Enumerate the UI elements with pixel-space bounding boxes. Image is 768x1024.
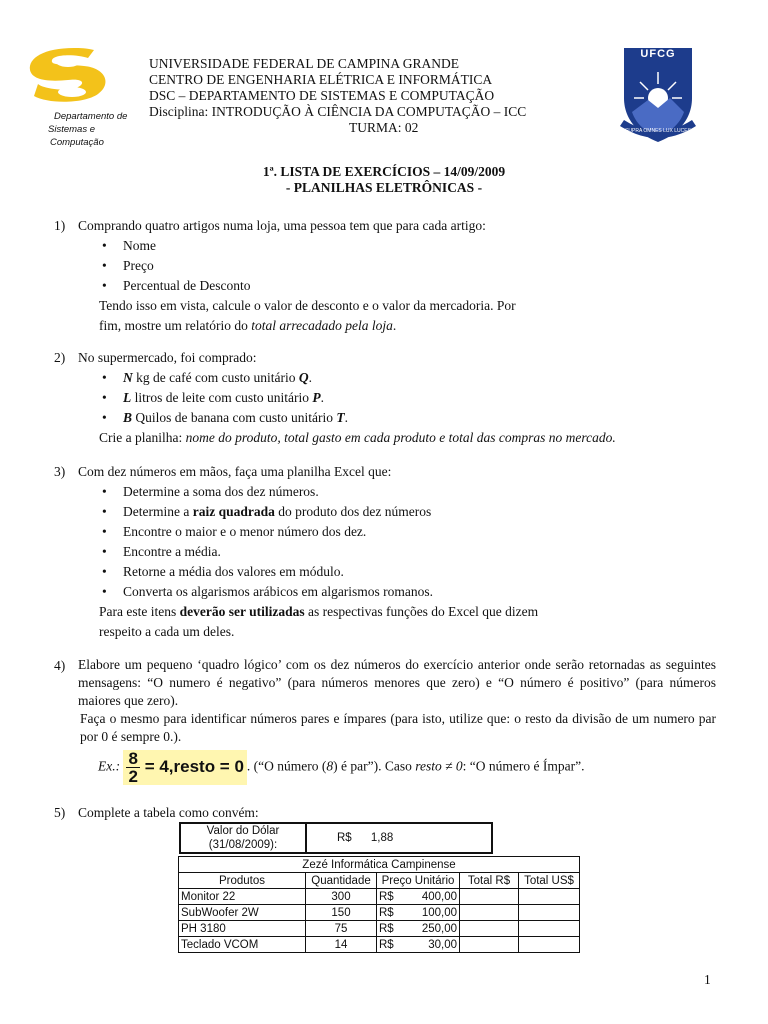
text-bold: raiz quadrada xyxy=(192,504,275,519)
text-part: fim, mostre um relatório do xyxy=(99,318,252,333)
cell-price: 100,00 xyxy=(401,905,460,921)
formula-rest: = 4,resto = 0 xyxy=(144,756,244,776)
example-label: Ex.: xyxy=(98,758,121,774)
question-2 xyxy=(54,348,716,448)
dsc-caption-line: Sistemas e xyxy=(48,124,95,135)
cell-total-usd xyxy=(519,905,580,921)
question-text: Elabore um pequeno ‘quadro lógico’ com os dez números do exercício anterior onde serão retornadas as seguintes mensagens: “O numero é negativo” (para números menores que zero) e “O número é positivo” (para números maiores que zero). xyxy=(78,657,716,708)
list-item: • Preço xyxy=(78,256,716,276)
products-table xyxy=(178,856,580,953)
table-row xyxy=(179,905,580,921)
list-item: • Determine a soma dos dez números. xyxy=(78,482,716,502)
cell-quantity: 300 xyxy=(306,889,377,905)
text-part: . xyxy=(308,370,312,385)
cell-total-brl xyxy=(460,937,519,953)
department-name: DSC – DEPARTAMENTO DE SISTEMAS E COMPUTAÇÃO xyxy=(149,88,495,103)
dollar-currency: R$ xyxy=(337,832,352,844)
text-part: as respectivas funções do Excel que dizem xyxy=(304,604,539,619)
question-text xyxy=(78,428,716,448)
question-intro: Com dez números em mãos, faça uma planilha Excel que: xyxy=(78,464,392,479)
ufcg-motto: SUPRA OMNES LUX LUCES xyxy=(625,128,691,134)
dollar-rate-table xyxy=(179,822,493,854)
cell-total-usd xyxy=(519,889,580,905)
question-intro: Comprando quatro artigos numa loja, uma pessoa tem que para cada artigo: xyxy=(78,218,486,233)
cell-currency: R$ xyxy=(377,937,402,953)
column-header: Total US$ xyxy=(519,873,580,889)
question-text xyxy=(78,316,716,336)
question-number: 2) xyxy=(54,350,66,365)
column-header: Produtos xyxy=(179,873,306,889)
question-number: 4) xyxy=(54,658,66,673)
ufcg-logo xyxy=(610,42,706,150)
question-text: Faça o mesmo para identificar números pares e ímpares (para isto, utilize que: o resto da divisão de um numero par por 0 é sempre 0.). xyxy=(80,711,716,744)
column-header: Preço Unitário xyxy=(377,873,460,889)
university-name: UNIVERSIDADE FEDERAL DE CAMPINA GRANDE xyxy=(149,56,459,71)
question-text xyxy=(78,602,716,622)
fraction-numerator: 8 xyxy=(128,749,138,768)
document-header xyxy=(149,56,526,136)
variable: Q xyxy=(298,370,309,385)
cell-price: 400,00 xyxy=(401,889,460,905)
column-header: Total R$ xyxy=(460,873,519,889)
text-italic: 8 xyxy=(326,758,334,774)
text-part: . xyxy=(392,318,397,333)
cell-product: PH 3180 xyxy=(179,921,306,937)
dollar-label-line: Valor do Dólar xyxy=(206,825,280,837)
variable: L xyxy=(123,390,132,405)
table-title: Zezé Informática Campinense xyxy=(179,857,580,873)
text-part: do produto dos dez números xyxy=(274,504,432,519)
text-part: ) é par”). Caso xyxy=(333,758,416,774)
class-name: TURMA: 02 xyxy=(349,120,419,135)
variable: B xyxy=(123,410,133,425)
text-part: Crie a planilha: xyxy=(99,430,186,445)
bullet-list xyxy=(78,482,716,602)
dsc-caption-line: Departamento de xyxy=(54,111,128,122)
table-row xyxy=(179,921,580,937)
cell-total-usd xyxy=(519,921,580,937)
text-part: litros de leite com custo unitário xyxy=(131,390,313,405)
cell-currency: R$ xyxy=(377,889,402,905)
question-number: 5) xyxy=(54,805,66,820)
text-part: . (“O número ( xyxy=(246,758,327,774)
cell-total-brl xyxy=(460,921,519,937)
list-item: • Converta os algarismos arábicos em algarismos romanos. xyxy=(78,582,716,602)
title-line-2: - PLANILHAS ELETRÔNICAS - xyxy=(285,180,483,195)
dollar-value: 1,88 xyxy=(370,832,394,844)
dollar-label-line: (31/08/2009): xyxy=(208,839,278,851)
list-item: • Nome xyxy=(78,236,716,256)
fraction-formula xyxy=(123,750,246,785)
list-item xyxy=(78,408,716,428)
cell-total-brl xyxy=(460,889,519,905)
page-title xyxy=(0,164,768,196)
list-item xyxy=(78,502,716,522)
cell-quantity: 14 xyxy=(306,937,377,953)
variable: T xyxy=(336,410,345,425)
cell-price: 250,00 xyxy=(401,921,460,937)
dsc-logo xyxy=(24,44,128,156)
question-5 xyxy=(54,803,716,823)
cell-price: 30,00 xyxy=(401,937,460,953)
page-number: 1 xyxy=(704,972,711,987)
text-italic: nome do produto, total gasto em cada produto e total das compras no mercado. xyxy=(185,430,616,445)
text-bold: deverão ser utilizadas xyxy=(179,604,305,619)
ufcg-logo-text: UFCG xyxy=(640,48,676,60)
bullet-list xyxy=(78,236,716,296)
cell-currency: R$ xyxy=(377,921,402,937)
text-part: kg de café com custo unitário xyxy=(132,370,299,385)
title-line-1: 1ª. LISTA DE EXERCÍCIOS – 14/09/2009 xyxy=(262,164,506,179)
column-header: Quantidade xyxy=(306,873,377,889)
cell-product: Monitor 22 xyxy=(179,889,306,905)
bullet-list xyxy=(78,368,716,428)
list-item: • Encontre a média. xyxy=(78,542,716,562)
course-name: Disciplina: INTRODUÇÃO À CIÊNCIA DA COMPUTAÇÃO – ICC xyxy=(149,104,527,119)
question-intro: Complete a tabela como convém: xyxy=(78,805,259,820)
text-part: . xyxy=(320,390,324,405)
dollar-label xyxy=(180,823,306,853)
dollar-value-cell xyxy=(306,823,492,853)
list-item: • Retorne a média dos valores em módulo. xyxy=(78,562,716,582)
question-number: 1) xyxy=(54,218,66,233)
question-1 xyxy=(54,216,716,336)
list-item: • Percentual de Desconto xyxy=(78,276,716,296)
question-number: 3) xyxy=(54,464,66,479)
list-item xyxy=(78,388,716,408)
cell-product: Teclado VCOM xyxy=(179,937,306,953)
cell-quantity: 75 xyxy=(306,921,377,937)
text-part: Para este itens xyxy=(99,604,180,619)
text-part: Determine a xyxy=(123,504,193,519)
dsc-caption-line: Computação xyxy=(50,137,104,148)
example-line xyxy=(78,750,716,785)
text-italic: total arrecadado pela loja xyxy=(251,318,393,333)
question-intro: No supermercado, foi comprado: xyxy=(78,350,257,365)
cell-product: SubWoofer 2W xyxy=(179,905,306,921)
table-row xyxy=(179,937,580,953)
list-item xyxy=(78,368,716,388)
list-item: • Encontre o maior e o menor número dos dez. xyxy=(78,522,716,542)
fraction xyxy=(126,750,139,785)
center-name: CENTRO DE ENGENHARIA ELÉTRICA E INFORMÁTICA xyxy=(149,72,493,87)
variable: N xyxy=(123,370,133,385)
text-part: . xyxy=(344,410,348,425)
question-text: respeito a cada um deles. xyxy=(99,624,235,639)
variable: P xyxy=(312,390,321,405)
cell-quantity: 150 xyxy=(306,905,377,921)
cell-currency: R$ xyxy=(377,905,402,921)
text-italic: resto ≠ 0 xyxy=(415,758,463,774)
cell-total-usd xyxy=(519,937,580,953)
fraction-denominator: 2 xyxy=(128,767,138,786)
question-text: Tendo isso em vista, calcule o valor de desconto e o valor da mercadoria. Por xyxy=(99,298,516,313)
text-part: Quilos de banana com custo unitário xyxy=(132,410,337,425)
question-4 xyxy=(54,656,716,785)
cell-total-brl xyxy=(460,905,519,921)
question-3 xyxy=(54,462,716,642)
table-row xyxy=(179,889,580,905)
text-part: : “O número é Ímpar”. xyxy=(462,758,585,774)
